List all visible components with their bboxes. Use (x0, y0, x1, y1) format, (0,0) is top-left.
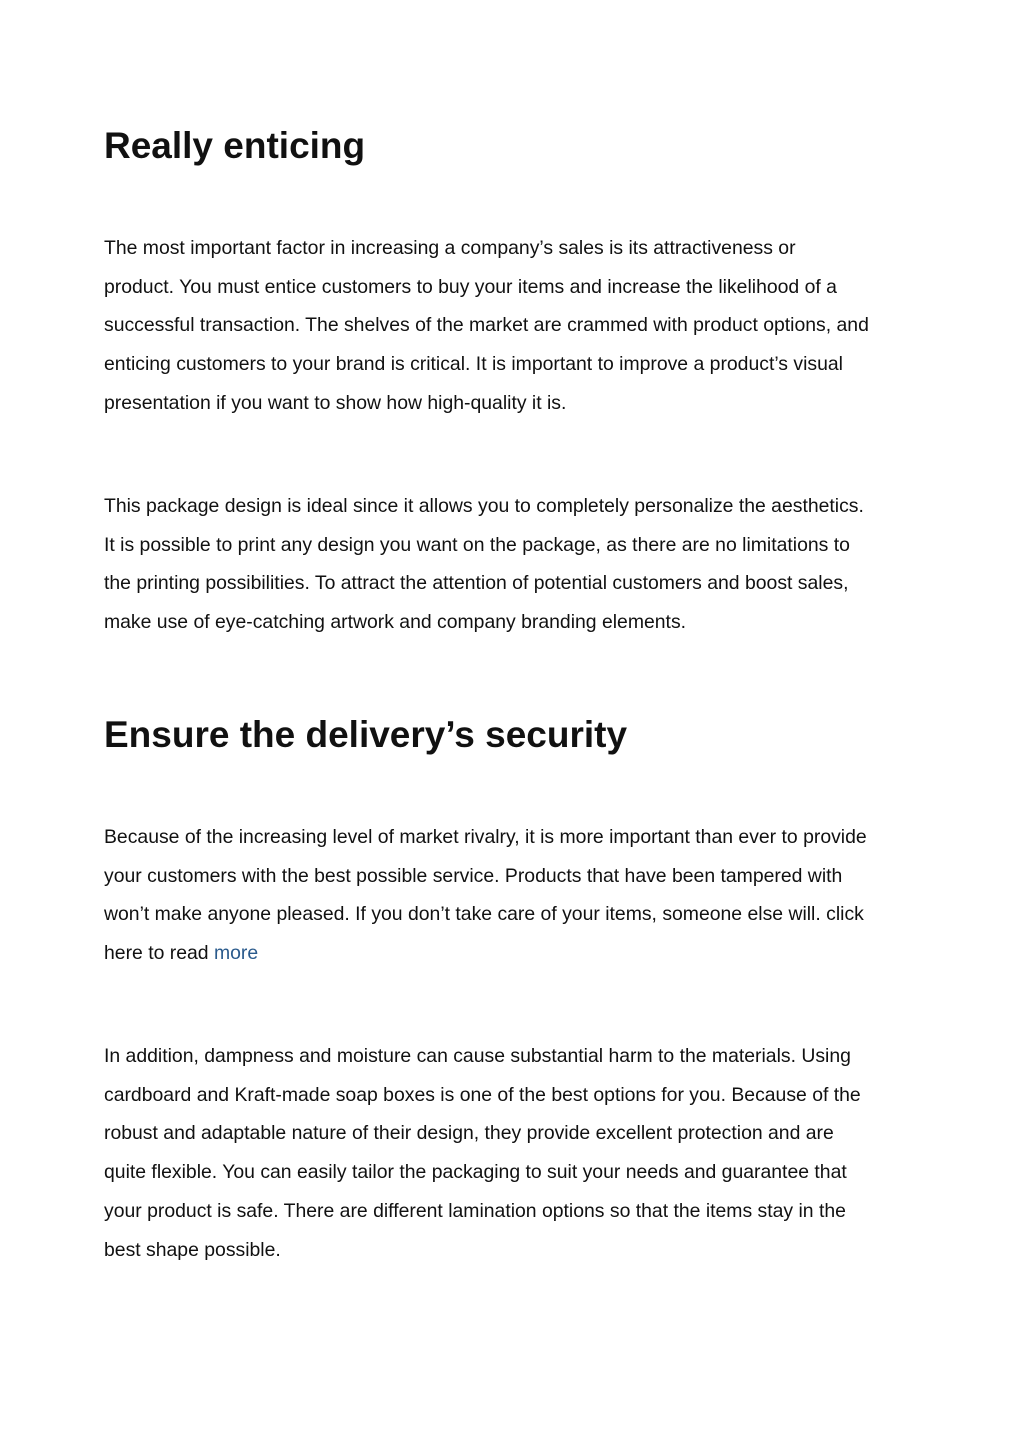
paragraph-line: the printing possibilities. To attract the attention of potential customers and boost sales, (104, 572, 849, 595)
paragraph (104, 229, 924, 423)
paragraph-line: quite flexible. You can easily tailor the packaging to suit your needs and guarantee that (104, 1161, 847, 1184)
paragraph (104, 487, 924, 642)
paragraph (104, 1037, 924, 1269)
paragraph-line: robust and adaptable nature of their design, they provide excellent protection and are (104, 1122, 834, 1145)
read-more-link[interactable]: more (213, 942, 259, 965)
paragraph-line: It is possible to print any design you want on the package, as there are no limitations to (104, 533, 850, 556)
paragraph-line-text: here to read (104, 942, 214, 965)
paragraph-line: In addition, dampness and moisture can cause substantial harm to the materials. Using (104, 1045, 851, 1067)
paragraph-line: your customers with the best possible service. Products that have been tampered with (104, 864, 843, 887)
paragraph (104, 818, 924, 973)
section-heading: Ensure the delivery’s security (104, 714, 628, 755)
paragraph-line: best shape possible. (104, 1238, 281, 1261)
paragraph-line: successful transaction. The shelves of the market are crammed with product options, and (104, 314, 869, 337)
paragraph-line: The most important factor in increasing a company’s sales is its attractiveness or (104, 237, 796, 259)
paragraph-line: make use of eye-catching artwork and company branding elements. (104, 611, 687, 634)
paragraph-line: enticing customers to your brand is critical. It is important to improve a product’s visual (104, 353, 843, 376)
paragraph-line: presentation if you want to show how high-quality it is. (104, 391, 567, 414)
paragraph-line: product. You must entice customers to buy your items and increase the likelihood of a (104, 275, 837, 298)
paragraph-line: This package design is ideal since it allows you to completely personalize the aesthetics. (104, 495, 864, 517)
section-heading: Really enticing (104, 125, 366, 166)
paragraph-line: your product is safe. There are different lamination options so that the items stay in the (104, 1199, 846, 1222)
paragraph-line: cardboard and Kraft-made soap boxes is one of the best options for you. Because of the (104, 1083, 861, 1106)
paragraph-line: won’t make anyone pleased. If you don’t take care of your items, someone else will. click (104, 903, 864, 926)
paragraph-line: Because of the increasing level of market rivalry, it is more important than ever to provide (104, 826, 867, 848)
paragraph-line-with-link (104, 934, 924, 973)
